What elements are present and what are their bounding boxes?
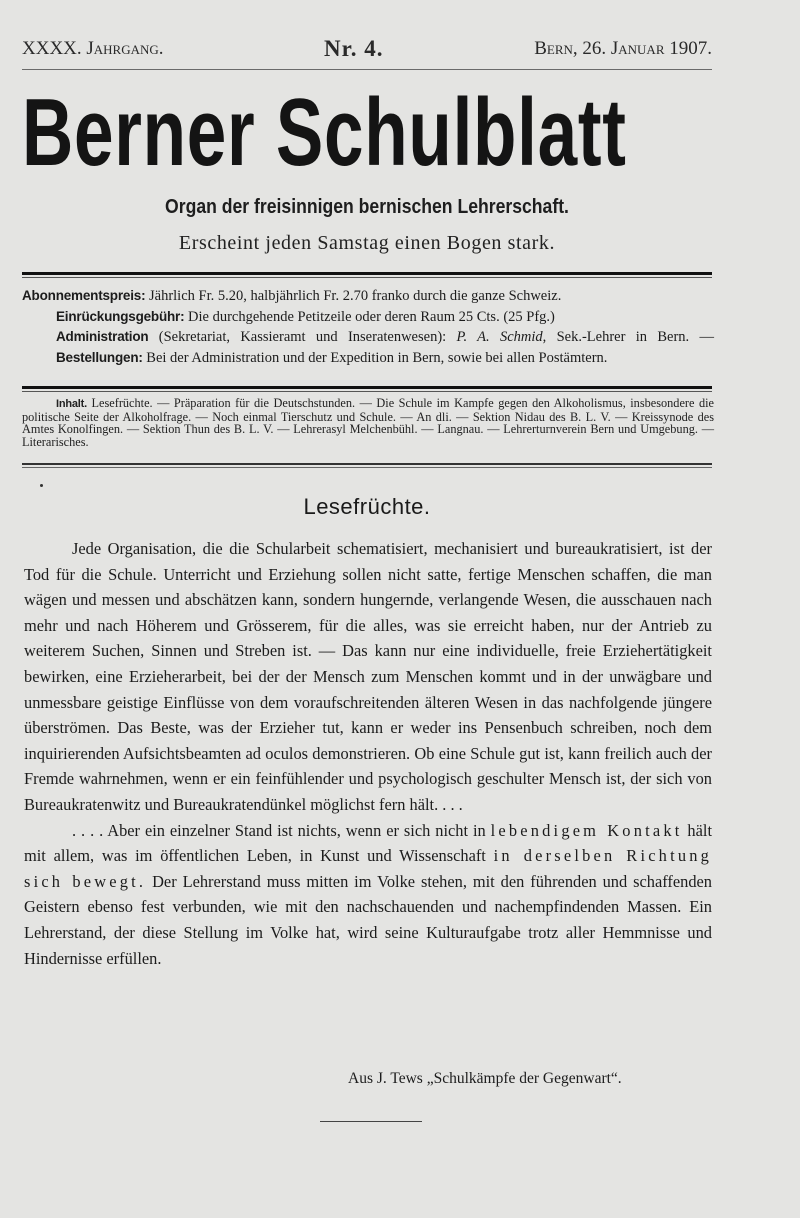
administration-text: (Sekretariat, Kassieramt und Inseratenwesen): <box>148 329 457 345</box>
end-rule <box>320 1121 422 1122</box>
administration-label: Administration <box>56 329 149 344</box>
orders-label: Bestellungen: <box>56 349 143 365</box>
divider-rule <box>22 272 712 278</box>
article-paragraph: Jede Organisation, die die Schularbeit schematisiert, mechanisiert und bureaukratisiert, ist der Tod für die Schule. Unterricht und Erziehung sollen nicht satte, fertige Menschen schaffen, die man wägen und messen und abschätzen kann, sondern hungernde, verlangende Wesen, die ausschauen nach mehr und nach Höherem und Grösserem, für die alles, was sie erreicht haben, nur der Antrieb zu weiterem Suchen, Sinnen und Streben ist. — Das kann nur eine individuelle, freie Erziehertätigkeit bewirken, eine Erzieherarbeit, bei der der Mensch zum Menschen kommt und in der unwägbare und unmessbare geistige Einflüsse von dem voraufschreitenden älteren Wesen in das nachfolgende jüngere überströmen. Das Beste, was der Erzieher tut, kann er weder ins Pensenbuch schreiben, noch dem inquirierenden Aufsichtsbeamten ad oculos demonstrieren. Ob eine Schule gut ist, kann freilich auch der Fremde wahrnehmen, wenn er ein feinfühlender und psychologisch geschulter Mensch ist, der sich von Bureaukratenwitz und Bureaukratendünkel möglichst fern hält. . . . <box>24 539 712 814</box>
divider-rule <box>22 69 712 70</box>
insertion-label: Einrückungsgebühr: <box>56 308 185 324</box>
divider-rule <box>22 386 712 392</box>
subscription-label: Abonnementspreis: <box>22 288 146 303</box>
text-run: hält mit allem, was im öffentlichen Leben, in Kunst und Wissenschaft <box>24 820 713 866</box>
subscription-info <box>22 286 714 368</box>
article-attribution: Aus J. Tews „Schulkämpfe der Gegenwart“. <box>348 1070 622 1087</box>
orders-text: Bei der Administration und der Expedition in Bern, sowie bei allen Postämtern. <box>142 349 608 366</box>
contents-label: Inhalt. <box>56 398 87 410</box>
contents-text: Lesefrüchte. — Präparation für die Deutschstunden. — Die Schule im Kampfe gegen den Alkoholismus, insbesondere die politische Seite der Alkoholfrage. — Noch einmal Tierschutz und Schule. — An dli. — Sektion Nidau des B. L. V. — Kreissynode des Amtes Konolfingen. — Sektion Thun des B. L. V. — Lehrerasyl Melchenbühl. — Langnau. — Lehrerturnverein Bern und Umgebung. — Literarisches. <box>22 396 714 449</box>
subscription-text: Jährlich Fr. 5.20, halbjährlich Fr. 2.70 franko durch die ganze Schweiz. <box>145 288 562 304</box>
administration-text-2: , Sek.-Lehrer in Bern. — <box>542 329 714 345</box>
newspaper-tagline: Erscheint jeden Samstag einen Bogen stark. <box>178 232 556 254</box>
issue-number: Nr. 4. <box>324 36 384 61</box>
article-paragraph <box>24 818 712 972</box>
administration-person: P. A. Schmid <box>456 329 543 345</box>
newspaper-title: Berner Schulblatt <box>22 79 627 186</box>
text-run: . . . . Aber ein einzelner Stand ist nichts, wenn er sich nicht in <box>72 820 491 840</box>
article-body <box>24 536 712 971</box>
text-run: Der Lehrerstand muss mitten im Volke stehen, mit den führenden und schaffenden Geistern ebenso fest verbunden, wie mit den nachschauenden und nachempfindenden Massen. Ein Lehrerstand, der diese Stellung im Volke hat, wird seine Kulturaufgabe trotz aller Hemmnisse und Hindernisse erfüllen. <box>24 871 712 968</box>
print-speck <box>40 484 43 487</box>
article-title: Lesefrüchte. <box>303 494 431 519</box>
masthead-top-line <box>22 38 712 62</box>
volume-label: XXXX. Jahrgang. <box>22 38 164 59</box>
place-date: Bern, 26. Januar 1907. <box>534 38 712 59</box>
divider-rule <box>22 463 712 468</box>
insertion-text: Die durchgehende Petitzeile oder deren Raum 25 Cts. (25 Pfg.) <box>184 308 555 325</box>
emphasized-text: in derselben Richtung sich bewegt. <box>24 846 713 891</box>
newspaper-subtitle: Organ der freisinnigen bernischen Lehrerschaft. <box>165 196 569 218</box>
emphasized-text: lebendigem Kontakt <box>490 820 683 840</box>
table-of-contents <box>22 397 714 448</box>
